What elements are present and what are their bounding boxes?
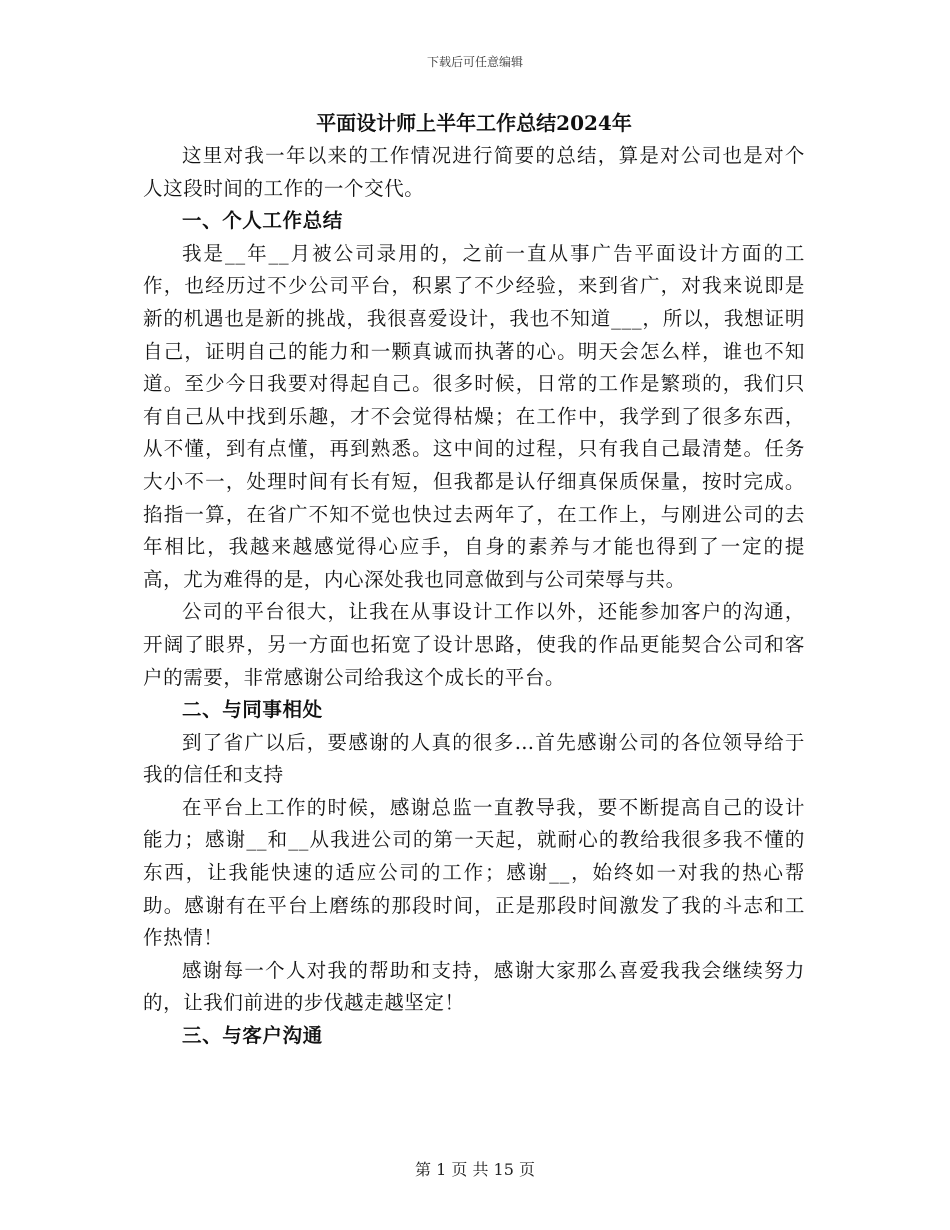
section-1-paragraph-2: 公司的平台很大，让我在从事设计工作以外，还能参加客户的沟通，开阔了眼界，另一方面也拓宽了设计思路，使我的作品更能契合公司和客户的需要，非常感谢公司给我这个成长的平台。 <box>143 600 805 689</box>
section-2-paragraph-1: 到了省广以后，要感谢的人真的很多…首先感谢公司的各位领导给于我的信任和支持 <box>143 730 805 787</box>
section-heading-1: 一、个人工作总结 <box>182 209 343 233</box>
document-body <box>143 106 805 1053</box>
section-1-paragraph-1: 我是__年__月被公司录用的，之前一直从事广告平面设计方面的工作，也经历过不少公司平台，积累了不少经验，来到省广，对我来说即是新的机遇也是新的挑战，我很喜爱设计，我也不知道___，所以，我想证明自己，证明自己的能力和一颗真诚而执著的心。明天会怎么样，谁也不知道。至少今日我要对得起自己。很多时候，日常的工作是繁琐的，我们只有自己从中找到乐趣，才不会觉得枯燥；在工作中，我学到了很多东西，从不懂，到有点懂，再到熟悉。这中间的过程，只有我自己最清楚。任务大小不一，处理时间有长有短，但我都是认仔细真保质保量，按时完成。掐指一算，在省广不知不觉也快过去两年了，在工作上，与刚进公司的去年相比，我越来越感觉得心应手，自身的素养与才能也得到了一定的提高，尤为难得的是，内心深处我也同意做到与公司荣辱与共。 <box>143 241 805 591</box>
section-heading-3: 三、与客户沟通 <box>182 1024 323 1048</box>
section-heading-2: 二、与同事相处 <box>182 698 323 722</box>
page-footer: 第 1 页 共 15 页 <box>415 1160 535 1179</box>
section-2-paragraph-3: 感谢每一个人对我的帮助和支持，感谢大家那么喜爱我我会继续努力的，让我们前进的步伐越走越坚定！ <box>143 958 805 1015</box>
section-2-paragraph-2: 在平台上工作的时候，感谢总监一直教导我，要不断提高自己的设计能力；感谢__和__从我进公司的第一天起，就耐心的教给我很多我不懂的东西，让我能快速的适应公司的工作；感谢__，始终如一对我的热心帮助。感谢有在平台上磨练的那段时间，正是那段时间激发了我的斗志和工作热情！ <box>143 795 805 950</box>
header-note: 下载后可任意编辑 <box>426 55 523 69</box>
document-title: 平面设计师上半年工作总结2024年 <box>316 111 632 135</box>
intro-paragraph: 这里对我一年以来的工作情况进行简要的总结，算是对公司也是对个人这段时间的工作的一个交代。 <box>143 144 805 200</box>
